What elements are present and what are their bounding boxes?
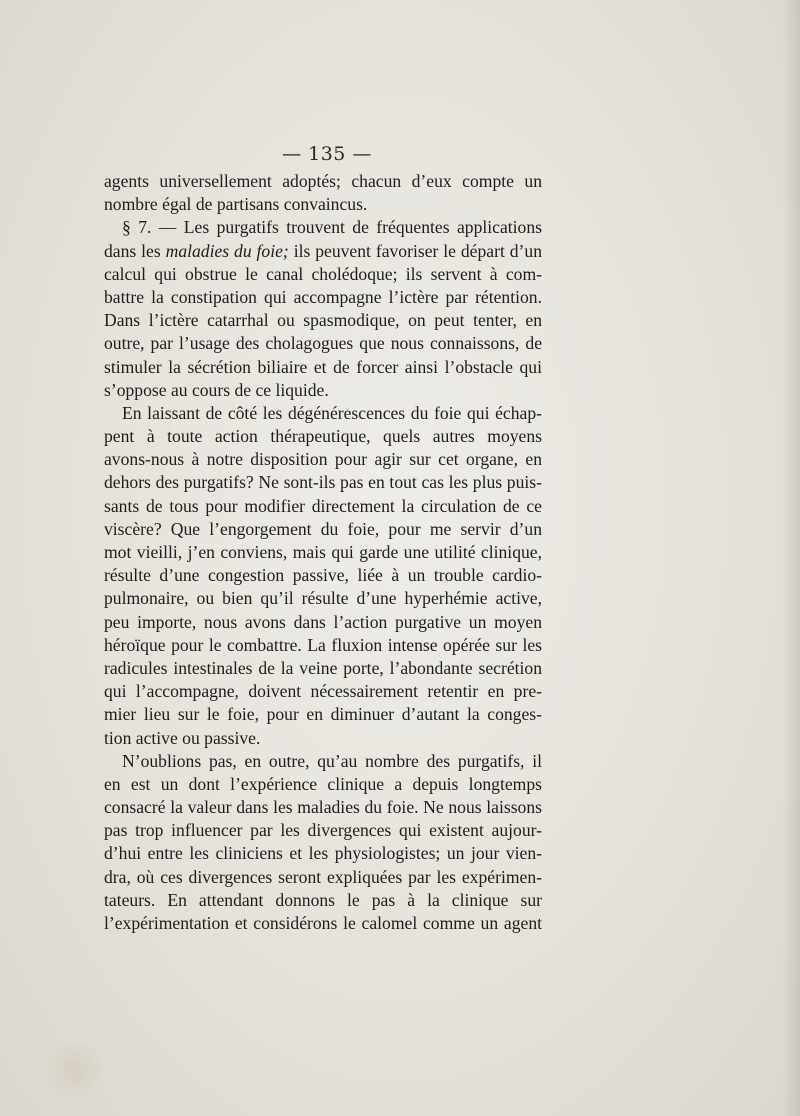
text-line: Dans l’ictère catarrhal ou spasmodique, on peut tenter, en xyxy=(104,310,542,331)
text-line: pas trop influencer par les divergences qui existent aujour- xyxy=(104,820,542,841)
text-line: dehors des purgatifs? Ne sont-ils pas en tout cas les plus puis- xyxy=(104,472,542,493)
page-edge-shadow xyxy=(782,0,800,1116)
text-line: l’expérimentation et considérons le calomel comme un agent xyxy=(104,913,542,933)
text-line: consacré la valeur dans les maladies du foie. Ne nous laissons xyxy=(104,797,542,818)
text-line-pre: dans les xyxy=(104,240,166,261)
text-line: dra, où ces divergences seront expliquées par les expérimen- xyxy=(104,866,542,887)
text-line: stimuler la sécrétion biliaire et de forcer ainsi l’obstacle qui xyxy=(104,356,542,377)
text-line: En laissant de côté les dégénérescences du foie qui échap- xyxy=(122,402,542,423)
text-line: avons-nous à notre disposition pour agir sur cet organe, en xyxy=(104,449,542,470)
text-line-post: ils peuvent favoriser le départ d’un xyxy=(288,240,542,261)
text-line: résulte d’une congestion passive, liée à un trouble cardio- xyxy=(104,565,542,586)
text-line: viscère? Que l’engorgement du foie, pour me servir d’un xyxy=(104,518,542,539)
text-line: mier lieu sur le foie, pour en diminuer d’autant la conges- xyxy=(104,704,542,725)
text-line: mot vieilli, j’en conviens, mais qui garde une utilité clinique, xyxy=(104,542,542,562)
text-line: s’oppose au cours de ce liquide. xyxy=(104,379,329,400)
text-line xyxy=(104,240,542,263)
text-line: pulmonaire, ou bien qu’il résulte d’une hyperhémie active, xyxy=(104,588,542,609)
text-line: calcul qui obstrue le canal cholédoque; ils servent à com- xyxy=(104,263,542,284)
paper-stain xyxy=(40,1040,110,1100)
text-line: sants de tous pour modifier directement la circulation de ce xyxy=(104,495,542,516)
text-line: peu importe, nous avons dans l’action purgative un moyen xyxy=(104,611,542,632)
text-line: battre la constipation qui accompagne l’ictère par rétention. xyxy=(104,286,542,307)
text-line: tion active ou passive. xyxy=(104,727,261,748)
text-line: nombre égal de partisans convaincus. xyxy=(104,194,368,215)
page-number: — 135 — xyxy=(282,143,372,165)
text-line: d’hui entre les cliniciens et les physiologistes; un jour vien- xyxy=(104,843,542,864)
text-line-italic: maladies du foie; xyxy=(165,240,289,261)
text-line: en est un dont l’expérience clinique a depuis longtemps xyxy=(104,773,542,794)
text-line: tateurs. En attendant donnons le pas à la clinique sur xyxy=(104,889,542,910)
text-line: outre, par l’usage des cholagogues que nous connaissons, de xyxy=(104,333,542,354)
text-line: agents universellement adoptés; chacun d’eux compte un xyxy=(104,171,542,191)
text-line: § 7. — Les purgatifs trouvent de fréquentes applications xyxy=(122,217,542,238)
text-line: héroïque pour le combattre. La fluxion intense opérée sur les xyxy=(104,634,542,655)
text-line: radicules intestinales de la veine porte, l’abondante secrétion xyxy=(104,657,542,678)
text-line: qui l’accompagne, doivent nécessairement retentir en pre- xyxy=(104,681,542,702)
text-line: pent à toute action thérapeutique, quels autres moyens xyxy=(104,426,542,447)
body-text xyxy=(104,170,542,935)
text-line: N’oublions pas, en outre, qu’au nombre des purgatifs, il xyxy=(122,750,542,771)
